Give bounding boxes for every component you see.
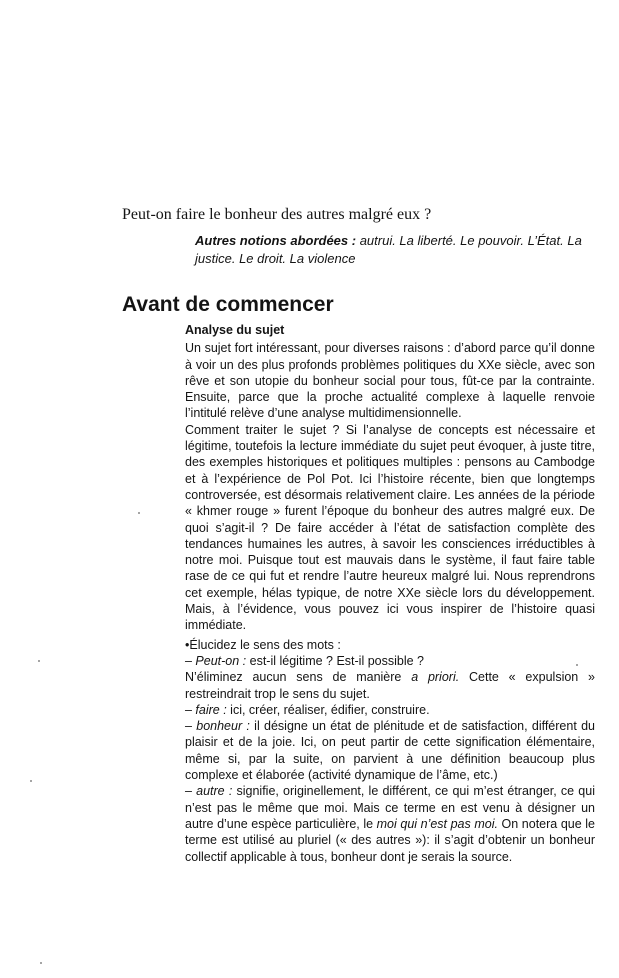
note-text: Cette « expulsion » restreindrait trop le sens du sujet.	[185, 670, 595, 701]
section-heading: Avant de commencer	[122, 293, 334, 316]
definition-text: signifie, originellement, le différent, ce qui m’est étranger, ce qui n’est pas le même que moi. Mais ce terme en est venu à désigner un autre d’une espèce particulière, le	[185, 784, 595, 831]
term-moi: moi qui n’est pas moi.	[376, 816, 498, 831]
scan-speck	[576, 664, 578, 666]
other-notions-label: Autres notions abordées :	[195, 233, 357, 248]
definition-autre	[185, 783, 595, 864]
definition-text: ici, créer, réaliser, édifier, construire.	[226, 702, 430, 717]
term-autre: – autre :	[185, 784, 233, 799]
essay-question-title: Peut-on faire le bonheur des autres malgré eux ?	[122, 206, 432, 223]
definition-text: est-il légitime ? Est-il possible ?	[246, 653, 425, 668]
paragraph-method: Comment traiter le sujet ? Si l’analyse de concepts est nécessaire et légitime, toutefois la lecture immédiate du sujet peut évoquer, à juste titre, des exemples historiques et politiques multiples : pensons au Cambodge et à l’expérience de Pol Pot. Ici l’histoire récente, bien que longtemps controversée, est désormais relativement claire. Les années de la période « khmer rouge » furent l’époque du bonheur des autres malgré eux. De quoi s’agit-il ? De faire accéder à l’état de satisfaction complète des tendances humaines les autres, à savoir les consciences irréductibles à notre moi. Puisque tout est mauvais dans le système, il faut faire table rase de ce qui fut et rendre l’autre heureux malgré lui. Nous reprendrons cet exemple, hélas typique, de notre XXe siècle lors du développement. Mais, à l’évidence, vous pouvez ici vous inspirer de l’histoire quasi immédiate.	[185, 422, 595, 633]
scan-speck	[40, 962, 42, 964]
term-peut-on: – Peut-on :	[185, 653, 247, 668]
subsection-heading: Analyse du sujet	[185, 323, 285, 337]
term-bonheur: – bonheur :	[185, 719, 250, 734]
scan-speck	[38, 660, 40, 662]
term-a-priori: a priori.	[411, 670, 460, 685]
term-faire: – faire :	[185, 702, 227, 717]
other-notions	[195, 232, 595, 268]
a-priori-note	[185, 669, 595, 702]
scan-speck	[138, 512, 140, 514]
note-text: N’éliminez aucun sens de manière	[185, 670, 412, 685]
other-notions-list: autrui. La liberté. Le pouvoir. L’État. La justice. Le droit. La violence	[195, 233, 582, 266]
definition-text: il désigne un état de plénitude et de satisfaction, différent du plaisir et de la joie. Ici, on peut partir de cette signification élémentaire, même si, par la suite, on parvient à une définition beaucoup plus complexe et élaborée (activité dynamique de l’âme, etc.)	[185, 719, 595, 783]
scan-speck	[30, 780, 32, 782]
definition-bonheur	[185, 718, 595, 783]
definition-faire	[185, 702, 595, 718]
definition-text: On notera que le terme est utilisé au pluriel (« des autres »): il s’agit d’obtenir un bonheur collectif applicable à tous, bonheur dont je serais la source.	[185, 816, 595, 864]
definition-peut-on	[185, 653, 595, 669]
section-body	[185, 322, 595, 865]
elucidate-intro: •Élucidez le sens des mots :	[185, 637, 341, 652]
paragraph-intro: Un sujet fort intéressant, pour diverses raisons : d’abord parce qu’il donne à voir un des plus profonds problèmes politiques du XXe siècle, avec son rêve et son utopie du bonheur social pour tous, fût-ce par la contrainte. Ensuite, parce que la proche actualité complexe à laquelle renvoie l’intitulé relève d’une analyse multidimensionnelle.	[185, 341, 595, 421]
